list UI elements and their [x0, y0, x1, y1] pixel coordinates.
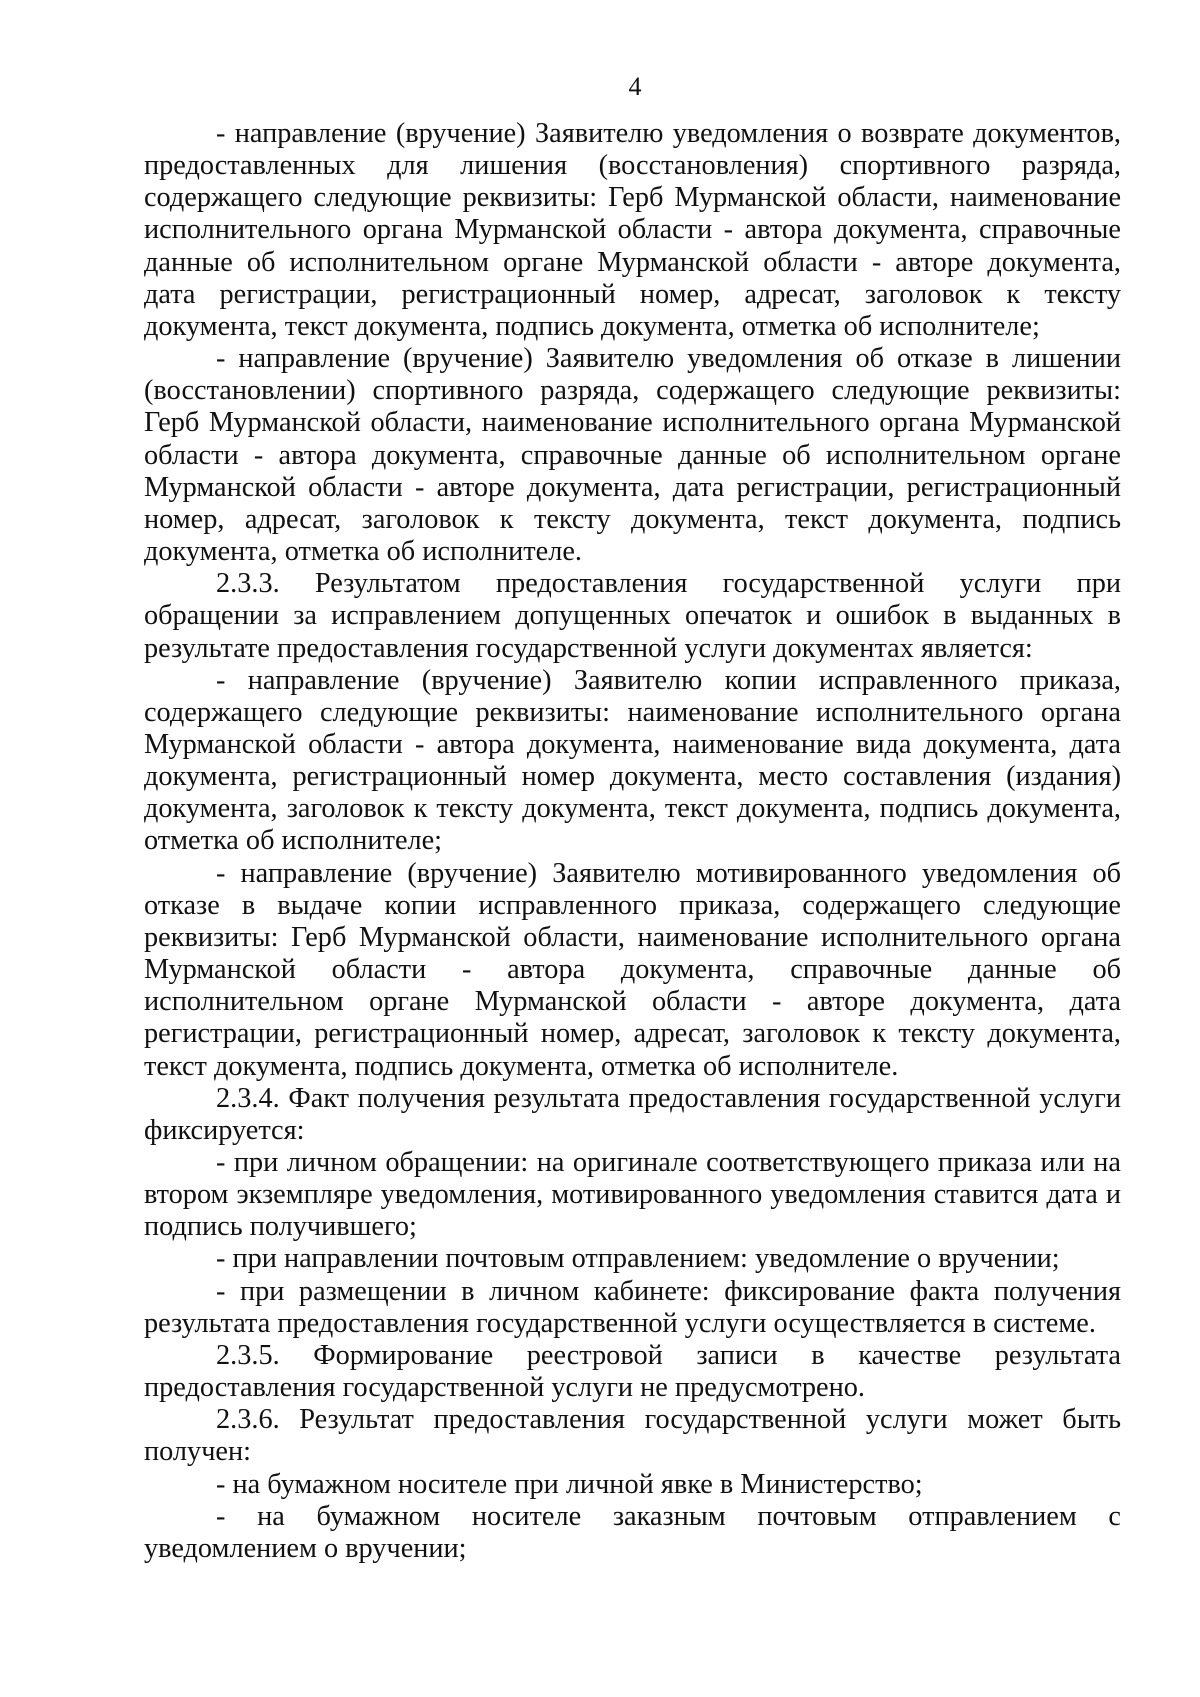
- paragraph-2-3-5: 2.3.5. Формирование реестровой записи в качестве результата предоставления государственной услуги не предусмотрено.: [144, 1339, 1121, 1404]
- paragraph-motivated-refusal: - направление (вручение) Заявителю мотивированного уведомления об отказе в выдаче копии исправленного приказа, содержащего следующие реквизиты: Герб Мурманской области, наименование исполнительного органа Мурманской области - автора документа, справочные данные об исполнительном органе Мурманской области - авторе документа, дата регистрации, регистрационный номер, адресат, заголовок к тексту документа, текст документа, подпись документа, отметка об исполнителе.: [144, 857, 1121, 1082]
- paragraph-corrected-order-copy: - направление (вручение) Заявителю копии исправленного приказа, содержащего следующие реквизиты: наименование исполнительного органа Мурманской области - автора документа, наименование вида документа, дата документа, регистрационный номер документа, место составления (издания) документа, заголовок к тексту документа, текст документа, подпись документа, отметка об исполнителе;: [144, 664, 1121, 857]
- paragraph-refusal-notice: - направление (вручение) Заявителю уведомления об отказе в лишении (восстановлении) спортивного разряда, содержащего следующие реквизиты: Герб Мурманской области, наименование исполнительного органа Мурманской области - автора документа, справочные данные об исполнительном органе Мурманской области - авторе документа, дата регистрации, регистрационный номер, адресат, заголовок к тексту документа, текст документа, подпись документа, отметка об исполнителе.: [144, 343, 1121, 568]
- page-number: 4: [628, 72, 642, 101]
- paragraph-paper-in-person: - на бумажном носителе при личной явке в Министерство;: [216, 1468, 923, 1500]
- paragraph-personal-visit: - при личном обращении: на оригинале соответствующего приказа или на втором экземпляре уведомления, мотивированного уведомления ставится дата и подпись получившего;: [144, 1147, 1121, 1243]
- paragraph-2-3-6: 2.3.6. Результат предоставления государственной услуги может быть получен:: [144, 1404, 1121, 1468]
- paragraph-paper-registered-mail: - на бумажном носителе заказным почтовым отправлением с уведомлением о вручении;: [144, 1500, 1121, 1564]
- paragraph-personal-account: - при размещении в личном кабинете: фиксирование факта получения результата предоставления государственной услуги осуществляется в системе.: [144, 1275, 1121, 1339]
- paragraph-2-3-3: 2.3.3. Результатом предоставления государственной услуги при обращении за исправлением допущенных опечаток и ошибок в выданных в результате предоставления государственной услуги документах является:: [144, 568, 1121, 664]
- paragraph-postal-delivery: - при направлении почтовым отправлением: уведомление о вручении;: [216, 1243, 1060, 1275]
- document-body: [144, 118, 1121, 1565]
- paragraph-2-3-4: 2.3.4. Факт получения результата предоставления государственной услуги фиксируется:: [144, 1082, 1121, 1146]
- paragraph-return-notice: - направление (вручение) Заявителю уведомления о возврате документов, предоставленных для лишения (восстановления) спортивного разряда, содержащего следующие реквизиты: Герб Мурманской области, наименование исполнительного органа Мурманской области - автора документа, справочные данные об исполнительном органе Мурманской области - авторе документа, дата регистрации, регистрационный номер, адресат, заголовок к тексту документа, текст документа, подпись документа, отметка об исполнителе;: [144, 118, 1121, 342]
